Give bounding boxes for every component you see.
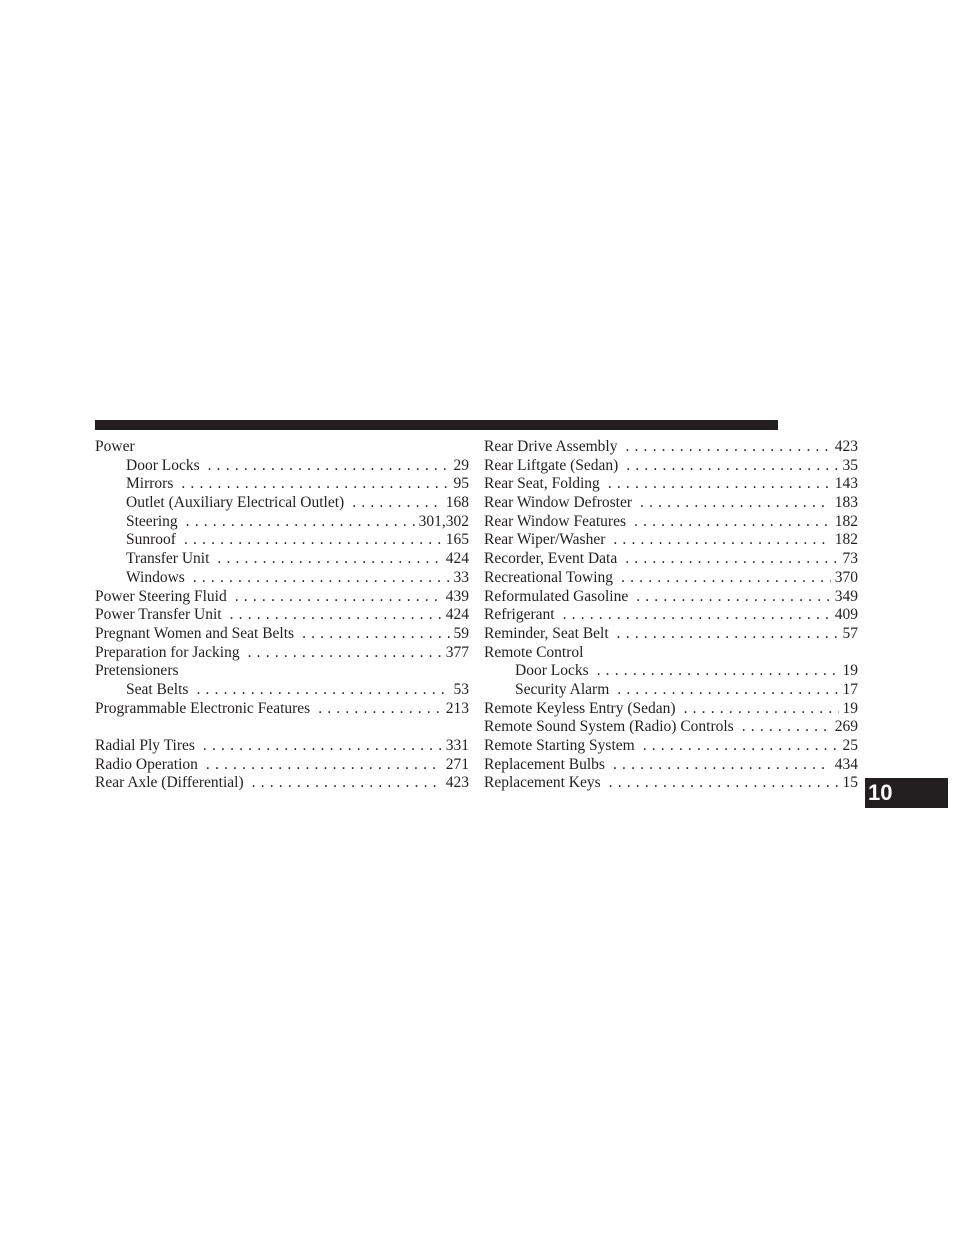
index-term: Rear Wiper/Washer <box>484 531 606 549</box>
dot-leader <box>217 550 441 569</box>
index-term: Windows <box>126 568 185 586</box>
index-term: Replacement Bulbs <box>484 755 605 773</box>
index-entry <box>484 513 858 532</box>
index-term: Transfer Unit <box>126 550 210 568</box>
page-reference[interactable]: 73 <box>842 550 858 568</box>
page-reference[interactable]: 439 <box>445 587 469 605</box>
dot-leader <box>196 681 449 700</box>
index-entry <box>484 588 858 607</box>
index-term: Remote Keyless Entry (Sedan) <box>484 699 676 717</box>
page-reference[interactable]: 423 <box>834 438 858 455</box>
index-entry <box>95 606 469 625</box>
index-entry <box>95 700 469 719</box>
index-term: Recreational Towing <box>484 568 614 586</box>
dot-leader <box>634 513 831 532</box>
index-entry <box>484 737 858 756</box>
page-reference[interactable]: 29 <box>453 456 469 474</box>
dot-leader <box>640 494 831 513</box>
dot-leader <box>352 494 442 513</box>
index-term: Refrigerant <box>484 606 555 624</box>
index-subentry <box>95 569 469 588</box>
index-subentry <box>95 513 469 532</box>
index-term: Radial Ply Tires <box>95 737 195 754</box>
dot-leader <box>184 531 442 550</box>
page-reference[interactable]: 424 <box>445 550 469 568</box>
dot-leader <box>206 756 442 775</box>
page-reference[interactable]: 143 <box>834 475 858 493</box>
dot-leader <box>208 457 450 476</box>
page-reference[interactable]: 183 <box>834 494 858 512</box>
page-reference[interactable]: 19 <box>842 699 858 717</box>
page-reference[interactable]: 19 <box>842 662 858 680</box>
index-subentry <box>95 494 469 513</box>
page-reference[interactable]: 377 <box>445 643 469 661</box>
page-reference[interactable]: 17 <box>842 680 858 698</box>
index-term: Rear Drive Assembly <box>484 438 618 455</box>
chapter-tab[interactable]: 10 <box>865 778 948 808</box>
index-entry <box>484 457 858 476</box>
index-subentry <box>95 681 469 700</box>
dot-leader <box>203 737 442 756</box>
index-term: Mirrors <box>126 475 174 493</box>
dot-leader <box>609 774 839 793</box>
index-subentry <box>95 457 469 476</box>
dot-leader <box>684 700 839 719</box>
index-entry <box>484 438 858 457</box>
dot-leader <box>230 606 442 625</box>
index-term: Radio Operation <box>95 755 198 773</box>
dot-leader <box>563 606 831 625</box>
index-subentry <box>484 662 858 681</box>
index-entry <box>484 700 858 719</box>
index-term: Recorder, Event Data <box>484 550 618 568</box>
index-subentry <box>95 531 469 550</box>
index-term: Programmable Electronic Features <box>95 699 311 717</box>
page-reference[interactable]: 370 <box>834 568 858 586</box>
dot-leader <box>617 681 838 700</box>
index-term: Rear Window Defroster <box>484 494 633 512</box>
page-reference[interactable]: 424 <box>445 606 469 624</box>
index-column-right <box>484 438 858 793</box>
page-reference[interactable]: 15 <box>842 774 858 792</box>
dot-leader <box>597 662 839 681</box>
page-reference[interactable]: 35 <box>842 456 858 474</box>
page-reference[interactable]: 213 <box>445 699 469 717</box>
index-entry <box>95 438 469 457</box>
dot-leader <box>613 756 831 775</box>
index-term: Replacement Keys <box>484 774 601 792</box>
dot-leader <box>636 588 831 607</box>
index-entry <box>484 550 858 569</box>
index-entry <box>95 662 469 681</box>
dot-leader <box>181 475 449 494</box>
index-term: Pretensioners <box>95 662 179 680</box>
dot-leader <box>626 457 838 476</box>
index-term: Door Locks <box>515 662 589 680</box>
index-term: Rear Seat, Folding <box>484 475 600 493</box>
page-reference[interactable]: 168 <box>445 494 469 512</box>
index-spacer <box>95 718 469 737</box>
index-term: Power Steering Fluid <box>95 587 227 605</box>
index-term: Rear Axle (Differential) <box>95 774 244 792</box>
index-entry <box>484 644 858 663</box>
page-reference[interactable]: 33 <box>453 568 469 586</box>
index-entry <box>484 531 858 550</box>
page-reference[interactable]: 59 <box>453 624 469 642</box>
page-reference[interactable]: 349 <box>834 587 858 605</box>
dot-leader <box>318 700 442 719</box>
page-reference[interactable]: 25 <box>842 737 858 754</box>
page-reference[interactable]: 53 <box>453 680 469 698</box>
index-term: Rear Window Features <box>484 512 626 530</box>
index-entry <box>484 475 858 494</box>
index-term: Security Alarm <box>515 680 610 698</box>
page-reference[interactable]: 182 <box>834 531 858 549</box>
index-term: Power Transfer Unit <box>95 606 222 624</box>
index-entry <box>484 625 858 644</box>
index-subentry <box>95 550 469 569</box>
index-entry <box>95 774 469 793</box>
index-term: Sunroof <box>126 531 176 549</box>
index-term: Reformulated Gasoline <box>484 587 629 605</box>
index-term: Remote Starting System <box>484 737 635 754</box>
section-header-rule <box>95 420 778 430</box>
page-reference[interactable]: 434 <box>834 755 858 773</box>
index-entry <box>484 494 858 513</box>
dot-leader <box>621 569 831 588</box>
page-reference[interactable]: 182 <box>834 512 858 530</box>
index-term: Pregnant Women and Seat Belts <box>95 624 295 642</box>
index-term: Reminder, Seat Belt <box>484 624 609 642</box>
page-reference[interactable]: 301,302 <box>418 512 469 530</box>
dot-leader <box>625 438 830 457</box>
page-reference[interactable]: 165 <box>445 531 469 549</box>
index-term: Preparation for Jacking <box>95 643 240 661</box>
page-reference[interactable]: 269 <box>834 718 858 736</box>
dot-leader <box>193 569 450 588</box>
index-term: Door Locks <box>126 456 200 474</box>
dot-leader <box>252 774 442 793</box>
index-entry <box>484 718 858 737</box>
index-subentry <box>95 475 469 494</box>
index-subentry <box>484 681 858 700</box>
index-term: Steering <box>126 512 178 530</box>
dot-leader <box>302 625 449 644</box>
page-reference[interactable]: 57 <box>842 624 858 642</box>
page-reference[interactable]: 331 <box>445 737 469 754</box>
index-entry <box>484 756 858 775</box>
page-reference[interactable]: 271 <box>445 755 469 773</box>
index-term: Seat Belts <box>126 680 189 698</box>
index-term: Power <box>95 438 135 455</box>
page-reference[interactable]: 409 <box>834 606 858 624</box>
index-term: Outlet (Auxiliary Electrical Outlet) <box>126 494 345 512</box>
index-entry <box>484 569 858 588</box>
index-entry <box>95 644 469 663</box>
dot-leader <box>643 737 839 756</box>
index-entry <box>95 588 469 607</box>
index-term: Rear Liftgate (Sedan) <box>484 456 619 474</box>
dot-leader <box>613 531 830 550</box>
dot-leader <box>608 475 831 494</box>
dot-leader <box>625 550 838 569</box>
page-reference[interactable]: 423 <box>445 774 469 792</box>
dot-leader <box>617 625 839 644</box>
index-term: Remote Control <box>484 643 584 661</box>
dot-leader <box>235 588 442 607</box>
dot-leader <box>248 644 442 663</box>
dot-leader <box>186 513 415 532</box>
index-entry <box>484 606 858 625</box>
index-entry <box>95 737 469 756</box>
index-term: Remote Sound System (Radio) Controls <box>484 718 734 736</box>
index-entry <box>95 625 469 644</box>
index-entry <box>484 774 858 793</box>
index-column-left <box>95 438 469 793</box>
index-entry <box>95 756 469 775</box>
dot-leader <box>742 718 831 737</box>
page-reference[interactable]: 95 <box>453 475 469 493</box>
